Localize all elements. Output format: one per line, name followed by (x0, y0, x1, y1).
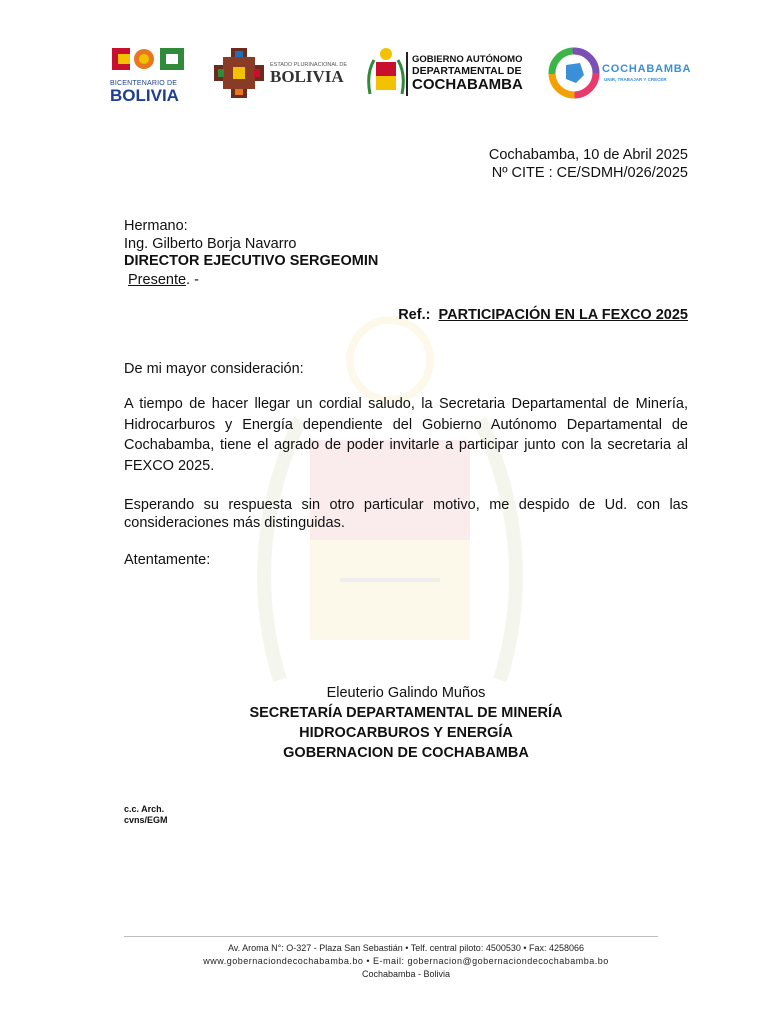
recipient-salutation: Hermano: (124, 218, 188, 234)
cochabamba-logo-line1: COCHABAMBA (602, 63, 692, 75)
bicentenario-logo (110, 46, 190, 105)
gobierno-logo-line3: COCHABAMBA (412, 76, 523, 93)
presente-text: Presente (128, 272, 187, 288)
cochabamba-logo (548, 47, 690, 99)
body-paragraph-2: Esperando su respuesta sin otro particular motivo, me despido de Ud. con las consideraciones más distinguidas. (124, 497, 688, 531)
footer-address: Av. Aroma N°: O-327 - Plaza San Sebastián • Telf. central piloto: 4500530 • Fax: 4258066 (227, 943, 585, 953)
gobierno-logo-line2: DEPARTAMENTAL DE (412, 65, 522, 77)
signer-title-3: GOBERNACION DE COCHABAMBA (283, 745, 529, 761)
reference-line (398, 306, 688, 324)
bicentenario-emblem-icon (110, 46, 190, 74)
presente-line (128, 271, 199, 289)
signer-title-2: HIDROCARBUROS Y ENERGÍA (299, 725, 513, 741)
greeting: De mi mayor consideración: (124, 361, 304, 377)
cochabamba-logo-line2: UNIR, TRABAJAR Y CRECER (604, 77, 667, 82)
chakana-icon (214, 48, 264, 98)
footer-city: Cochabamba - Bolivia (361, 969, 451, 979)
gobierno-logo-line1: GOBIERNO AUTÓNOMO (412, 54, 523, 65)
recipient-name: Ing. Gilberto Borja Navarro (124, 236, 297, 252)
bolivia-logo-line2: BOLIVIA (270, 67, 344, 86)
presente-suffix: . - (186, 272, 199, 288)
signer-name: Eleuterio Galindo Muños (326, 685, 486, 701)
bicentenario-logo-line2: BOLIVIA (110, 86, 179, 105)
bicentenario-logo-line1: BICENTENARIO DE (110, 80, 178, 87)
place-date: Cochabamba, 10 de Abril 2025 (488, 147, 688, 163)
coat-of-arms-icon (366, 46, 406, 100)
closing: Atentamente: (124, 552, 211, 568)
cc-line-1: c.c. Arch. (124, 804, 165, 814)
gobierno-autonomo-logo (366, 46, 530, 100)
cc-line-2: cvns/EGM (124, 815, 168, 825)
cochabamba-ring-icon (548, 47, 600, 99)
cite-number: Nº CITE : CE/SDMH/026/2025 (491, 165, 688, 181)
reference-text: PARTICIPACIÓN EN LA FEXCO 2025 (438, 307, 688, 323)
body-paragraph-1: A tiempo de hacer llegar un cordial saludo, la Secretaria Departamental de Minería, Hidrocarburos y Energía dependiente del Gobierno Autónomo Departamental de Cochabamba, tiene el agrado de poder invitarle a participar junto con la secretaria al FEXCO 2025. (124, 396, 688, 474)
bolivia-state-logo (214, 48, 346, 98)
footer-divider (124, 936, 658, 937)
footer-web-email: www.gobernaciondecochabamba.bo • E-mail: gobernacion@gobernaciondecochabamba.bo (203, 956, 609, 966)
bolivia-logo-line1: ESTADO PLURINACIONAL DE (270, 62, 348, 68)
reference-label: Ref.: (398, 307, 431, 323)
recipient-title: DIRECTOR EJECUTIVO SERGEOMIN (124, 253, 379, 269)
signer-title-1: SECRETARÍA DEPARTAMENTAL DE MINERÍA (249, 705, 563, 721)
cc-block (124, 804, 168, 826)
